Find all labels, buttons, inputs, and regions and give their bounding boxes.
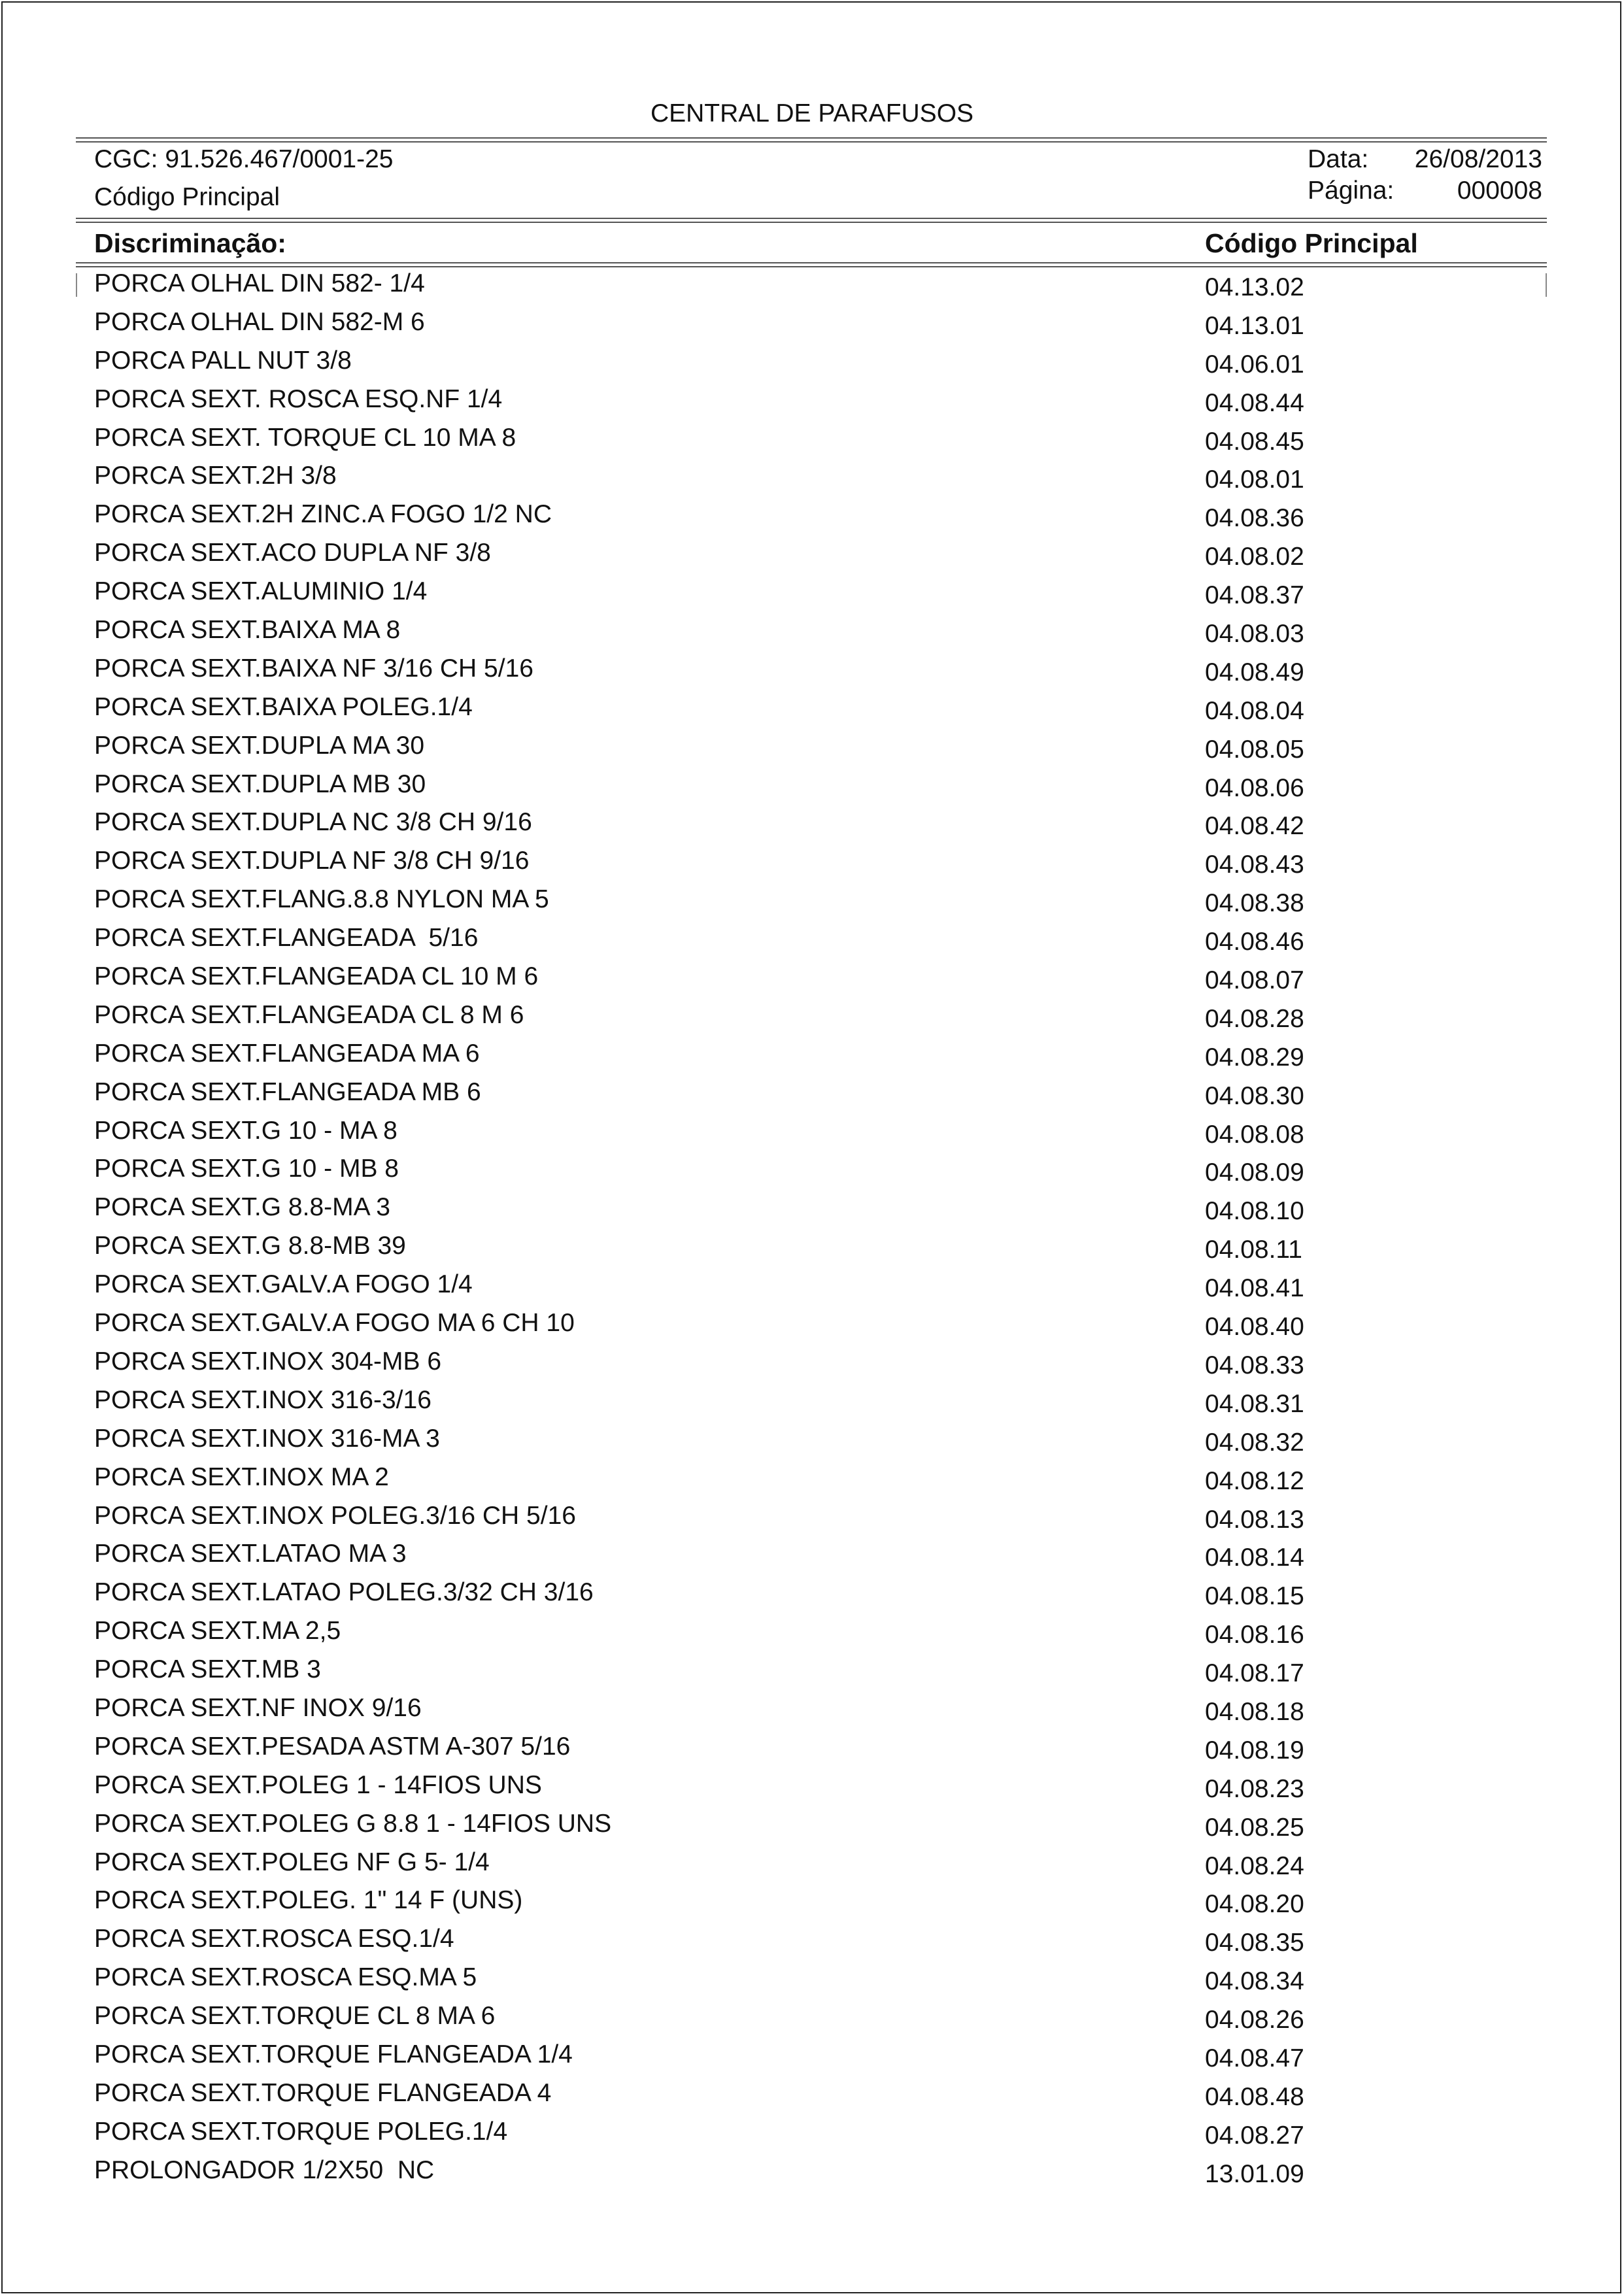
item-code: 04.08.10 bbox=[1205, 1197, 1304, 1226]
item-description: PORCA SEXT.G 8.8-MB 39 bbox=[94, 1232, 406, 1260]
page-number-value: 000008 bbox=[1457, 177, 1542, 205]
item-description: PORCA SEXT.INOX 316-MA 3 bbox=[94, 1424, 440, 1453]
item-description: PORCA SEXT.FLANGEADA MA 6 bbox=[94, 1039, 480, 1068]
column-header-description: Discriminação: bbox=[94, 228, 286, 258]
item-code: 04.08.40 bbox=[1205, 1313, 1304, 1342]
item-code: 04.08.06 bbox=[1205, 773, 1304, 802]
table-row bbox=[0, 1425, 1624, 1464]
table-row bbox=[0, 1271, 1624, 1309]
table-row bbox=[0, 1656, 1624, 1695]
item-description: PORCA SEXT.INOX MA 2 bbox=[94, 1462, 389, 1491]
table-row bbox=[0, 1002, 1624, 1040]
table-row bbox=[0, 1387, 1624, 1425]
item-description: PORCA SEXT.POLEG NF G 5- 1/4 bbox=[94, 1848, 490, 1876]
table-row bbox=[0, 1117, 1624, 1156]
item-code: 04.08.38 bbox=[1205, 889, 1304, 918]
item-code: 04.08.11 bbox=[1205, 1236, 1302, 1264]
table-row bbox=[0, 386, 1624, 424]
item-description: PORCA OLHAL DIN 582- 1/4 bbox=[94, 269, 425, 297]
item-description: PORCA SEXT.ALUMINIO 1/4 bbox=[94, 577, 428, 606]
item-description: PORCA SEXT.POLEG G 8.8 1 - 14FIOS UNS bbox=[94, 1809, 612, 1838]
item-description: PROLONGADOR 1/2X50 NC bbox=[94, 2155, 435, 2184]
item-description: PORCA SEXT.DUPLA NF 3/8 CH 9/16 bbox=[94, 847, 530, 875]
item-description: PORCA SEXT.FLANGEADA CL 8 M 6 bbox=[94, 1000, 524, 1029]
table-row bbox=[0, 1772, 1624, 1810]
table-row bbox=[0, 1155, 1624, 1194]
item-description: PORCA SEXT.2H 3/8 bbox=[94, 462, 337, 490]
item-description: PORCA SEXT.ROSCA ESQ.MA 5 bbox=[94, 1963, 477, 1992]
item-code: 04.06.01 bbox=[1205, 350, 1304, 379]
report-index-name: Código Principal bbox=[94, 183, 280, 211]
table-row bbox=[0, 694, 1624, 732]
table-row bbox=[0, 1079, 1624, 1117]
item-code: 04.08.08 bbox=[1205, 1120, 1304, 1149]
item-description: PORCA SEXT.TORQUE POLEG.1/4 bbox=[94, 2117, 508, 2146]
table-row bbox=[0, 578, 1624, 616]
table-row bbox=[0, 424, 1624, 463]
item-code: 04.08.24 bbox=[1205, 1851, 1304, 1880]
item-code: 04.08.17 bbox=[1205, 1659, 1304, 1688]
item-code: 04.08.36 bbox=[1205, 504, 1304, 533]
item-code: 04.08.16 bbox=[1205, 1621, 1304, 1649]
item-description: PORCA SEXT.G 10 - MA 8 bbox=[94, 1116, 398, 1145]
table-row bbox=[0, 2118, 1624, 2157]
item-description: PORCA SEXT.LATAO MA 3 bbox=[94, 1540, 407, 1568]
item-description: PORCA SEXT.FLANGEADA CL 10 M 6 bbox=[94, 962, 539, 991]
item-code: 04.08.48 bbox=[1205, 2082, 1304, 2111]
table-row bbox=[0, 270, 1624, 309]
company-cgc: CGC: 91.526.467/0001-25 bbox=[94, 145, 394, 173]
item-code: 04.08.07 bbox=[1205, 966, 1304, 995]
item-code: 04.08.30 bbox=[1205, 1081, 1304, 1110]
item-code: 04.08.45 bbox=[1205, 427, 1304, 456]
table-row bbox=[0, 1540, 1624, 1579]
item-code: 04.08.42 bbox=[1205, 812, 1304, 841]
table-row bbox=[0, 1194, 1624, 1232]
report-title: CENTRAL DE PARAFUSOS bbox=[650, 99, 974, 127]
table-row bbox=[0, 809, 1624, 847]
item-description: PORCA SEXT.GALV.A FOGO MA 6 CH 10 bbox=[94, 1309, 575, 1338]
item-code: 04.08.19 bbox=[1205, 1736, 1304, 1764]
item-description: PORCA SEXT.MA 2,5 bbox=[94, 1617, 341, 1646]
item-description: PORCA SEXT.2H ZINC.A FOGO 1/2 NC bbox=[94, 500, 552, 529]
item-description: PORCA SEXT.ROSCA ESQ.1/4 bbox=[94, 1925, 454, 1953]
table-row bbox=[0, 2041, 1624, 2080]
item-code: 04.08.05 bbox=[1205, 735, 1304, 764]
table-row bbox=[0, 2080, 1624, 2118]
item-code: 04.08.25 bbox=[1205, 1813, 1304, 1842]
item-description: PORCA SEXT.DUPLA MA 30 bbox=[94, 731, 425, 760]
table-row bbox=[0, 539, 1624, 578]
item-code: 04.08.01 bbox=[1205, 465, 1304, 494]
item-code: 04.08.34 bbox=[1205, 1967, 1304, 1996]
table-row bbox=[0, 847, 1624, 886]
item-code: 04.08.20 bbox=[1205, 1890, 1304, 1919]
item-description: PORCA SEXT.DUPLA MB 30 bbox=[94, 769, 426, 798]
item-code: 04.08.02 bbox=[1205, 543, 1304, 571]
header-divider-bottom bbox=[76, 262, 1547, 267]
table-row bbox=[0, 616, 1624, 655]
item-description: PORCA SEXT.MB 3 bbox=[94, 1655, 321, 1684]
table-row bbox=[0, 1232, 1624, 1271]
item-description: PORCA SEXT.TORQUE CL 8 MA 6 bbox=[94, 2002, 496, 2031]
item-code: 04.08.41 bbox=[1205, 1274, 1304, 1303]
item-description: PORCA SEXT.INOX 316-3/16 bbox=[94, 1385, 431, 1414]
item-code: 04.08.29 bbox=[1205, 1043, 1304, 1072]
item-description: PORCA SEXT.POLEG 1 - 14FIOS UNS bbox=[94, 1770, 542, 1799]
item-description: PORCA PALL NUT 3/8 bbox=[94, 346, 352, 375]
item-description: PORCA SEXT.G 8.8-MA 3 bbox=[94, 1193, 390, 1222]
item-description: PORCA SEXT.NF INOX 9/16 bbox=[94, 1693, 422, 1722]
item-code: 04.08.44 bbox=[1205, 388, 1304, 417]
item-description: PORCA SEXT. ROSCA ESQ.NF 1/4 bbox=[94, 384, 503, 413]
item-table bbox=[0, 270, 1624, 2195]
item-description: PORCA SEXT.BAIXA POLEG.1/4 bbox=[94, 692, 473, 721]
table-row bbox=[0, 2157, 1624, 2195]
date-value: 26/08/2013 bbox=[1414, 145, 1542, 173]
item-description: PORCA SEXT.INOX 304-MB 6 bbox=[94, 1347, 442, 1376]
item-code: 04.08.46 bbox=[1205, 928, 1304, 956]
item-code: 04.08.33 bbox=[1205, 1351, 1304, 1379]
item-description: PORCA SEXT.FLANGEADA MB 6 bbox=[94, 1077, 481, 1106]
table-row bbox=[0, 963, 1624, 1002]
item-code: 04.08.12 bbox=[1205, 1466, 1304, 1495]
item-code: 04.08.43 bbox=[1205, 851, 1304, 879]
item-code: 04.08.18 bbox=[1205, 1697, 1304, 1726]
item-code: 04.08.03 bbox=[1205, 620, 1304, 649]
table-row bbox=[0, 1040, 1624, 1079]
item-description: PORCA SEXT.TORQUE FLANGEADA 1/4 bbox=[94, 2040, 573, 2068]
item-code: 13.01.09 bbox=[1205, 2159, 1304, 2188]
item-code: 04.08.15 bbox=[1205, 1582, 1304, 1611]
item-code: 04.13.02 bbox=[1205, 273, 1304, 301]
item-description: PORCA SEXT.INOX POLEG.3/16 CH 5/16 bbox=[94, 1501, 576, 1530]
item-description: PORCA SEXT.BAIXA MA 8 bbox=[94, 616, 401, 645]
item-code: 04.08.14 bbox=[1205, 1544, 1304, 1572]
item-code: 04.08.27 bbox=[1205, 2121, 1304, 2150]
table-row bbox=[0, 1464, 1624, 1502]
item-code: 04.08.23 bbox=[1205, 1774, 1304, 1803]
table-row bbox=[0, 309, 1624, 347]
table-row bbox=[0, 771, 1624, 809]
table-row bbox=[0, 1617, 1624, 1656]
item-description: PORCA SEXT.BAIXA NF 3/16 CH 5/16 bbox=[94, 654, 533, 683]
item-description: PORCA SEXT.G 10 - MB 8 bbox=[94, 1155, 399, 1183]
table-row bbox=[0, 1733, 1624, 1772]
item-description: PORCA SEXT.POLEG. 1" 14 F (UNS) bbox=[94, 1886, 523, 1915]
table-row bbox=[0, 501, 1624, 539]
item-code: 04.08.28 bbox=[1205, 1004, 1304, 1033]
date-label: Data: bbox=[1308, 145, 1369, 173]
table-row bbox=[0, 347, 1624, 386]
item-code: 04.08.49 bbox=[1205, 658, 1304, 686]
item-code: 04.13.01 bbox=[1205, 311, 1304, 340]
table-row bbox=[0, 924, 1624, 963]
item-code: 04.08.31 bbox=[1205, 1389, 1304, 1418]
page-number-label: Página: bbox=[1308, 177, 1395, 205]
item-description: PORCA SEXT.DUPLA NC 3/8 CH 9/16 bbox=[94, 808, 532, 837]
table-row bbox=[0, 1309, 1624, 1348]
table-row bbox=[0, 1695, 1624, 1733]
item-description: PORCA SEXT.GALV.A FOGO 1/4 bbox=[94, 1270, 473, 1299]
item-description: PORCA SEXT.PESADA ASTM A-307 5/16 bbox=[94, 1732, 571, 1761]
table-row bbox=[0, 2002, 1624, 2041]
item-code: 04.08.26 bbox=[1205, 2006, 1304, 2034]
table-row bbox=[0, 1925, 1624, 1964]
item-description: PORCA SEXT. TORQUE CL 10 MA 8 bbox=[94, 423, 516, 452]
table-row bbox=[0, 462, 1624, 501]
table-row bbox=[0, 1887, 1624, 1925]
item-code: 04.08.13 bbox=[1205, 1505, 1304, 1534]
table-row bbox=[0, 655, 1624, 694]
table-row bbox=[0, 1964, 1624, 2002]
column-header-code: Código Principal bbox=[1205, 228, 1418, 258]
table-row bbox=[0, 1810, 1624, 1849]
header-divider-top bbox=[76, 137, 1547, 143]
table-row bbox=[0, 732, 1624, 771]
table-row bbox=[0, 1849, 1624, 1887]
item-description: PORCA SEXT.LATAO POLEG.3/32 CH 3/16 bbox=[94, 1578, 594, 1607]
table-row bbox=[0, 1579, 1624, 1617]
table-row bbox=[0, 1502, 1624, 1541]
item-code: 04.08.35 bbox=[1205, 1929, 1304, 1957]
table-row bbox=[0, 1348, 1624, 1387]
table-row bbox=[0, 886, 1624, 924]
item-description: PORCA SEXT.FLANG.8.8 NYLON MA 5 bbox=[94, 885, 549, 914]
item-description: PORCA SEXT.TORQUE FLANGEADA 4 bbox=[94, 2078, 552, 2107]
item-code: 04.08.09 bbox=[1205, 1158, 1304, 1187]
item-code: 04.08.32 bbox=[1205, 1428, 1304, 1457]
header-divider-middle bbox=[76, 218, 1547, 223]
item-code: 04.08.47 bbox=[1205, 2044, 1304, 2072]
item-description: PORCA SEXT.FLANGEADA 5/16 bbox=[94, 924, 479, 953]
item-description: PORCA SEXT.ACO DUPLA NF 3/8 bbox=[94, 539, 491, 567]
item-code: 04.08.04 bbox=[1205, 696, 1304, 725]
item-code: 04.08.37 bbox=[1205, 581, 1304, 610]
item-description: PORCA OLHAL DIN 582-M 6 bbox=[94, 307, 425, 336]
